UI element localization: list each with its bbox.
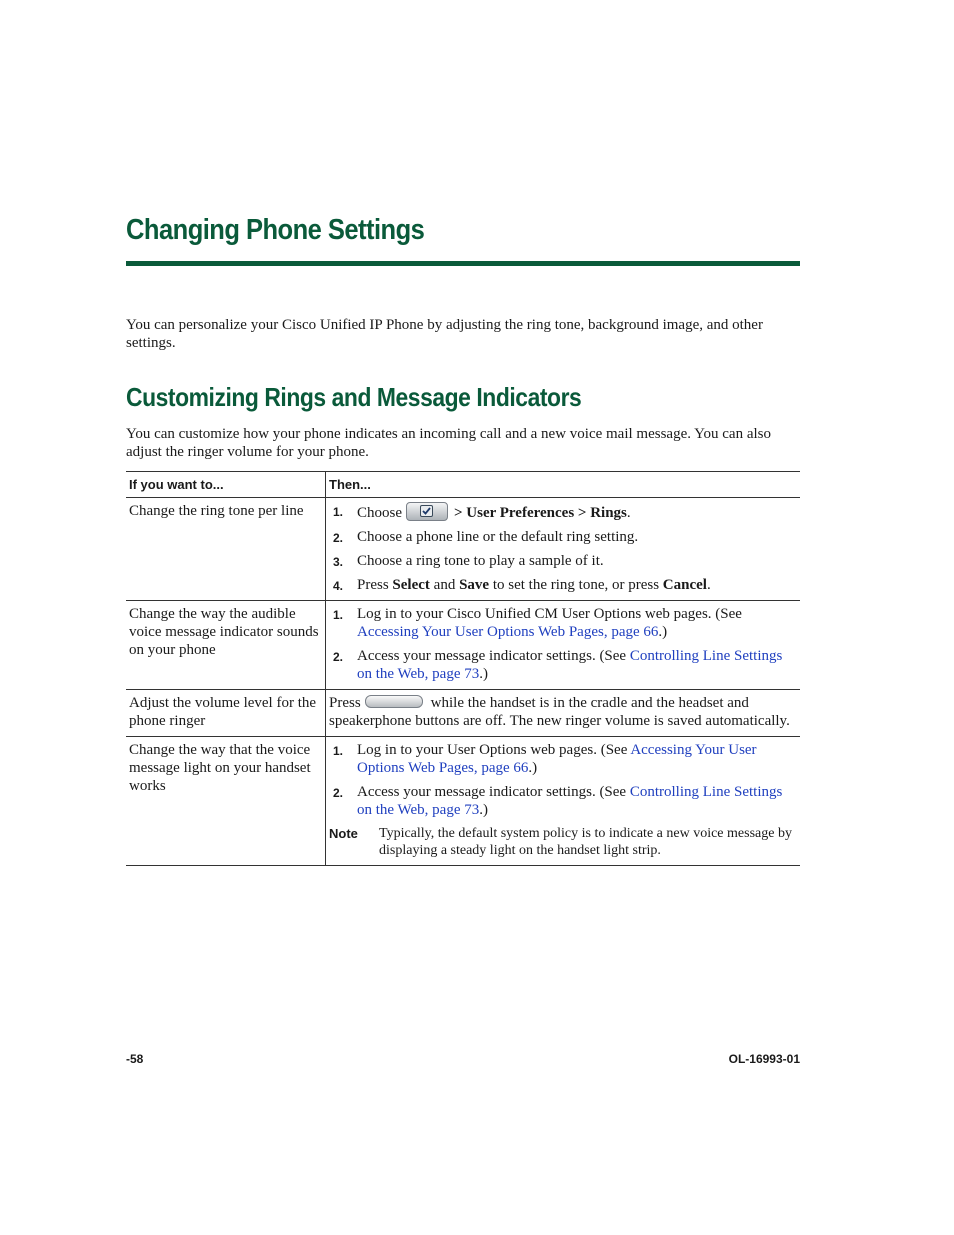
table-row	[126, 690, 800, 737]
row-then	[326, 498, 801, 601]
table-row	[126, 737, 800, 866]
step-text: Choose a phone line or the default ring setting.	[357, 529, 639, 545]
step-text: Choose a ring tone to play a sample of it.	[357, 553, 604, 569]
section-intro-paragraph: You can customize how your phone indicates an incoming call and a new voice mail message. You can also adjust the ringer volume for your phone.	[126, 426, 771, 460]
list-item	[329, 741, 797, 777]
row-then	[326, 601, 801, 690]
steps-list	[329, 741, 797, 819]
step-text: .)	[479, 666, 488, 682]
step-number: 3.	[333, 555, 344, 569]
step-text: Press	[357, 577, 389, 593]
list-item	[329, 552, 797, 570]
title-rule	[126, 261, 800, 266]
note-text: Typically, the default system policy is to indicate a new voice message by displaying a steady light on the handset light strip.	[379, 826, 792, 858]
list-item	[329, 783, 797, 819]
step-text: Log in to your User Options web pages. (See	[357, 742, 628, 758]
intro-paragraph: You can personalize your Cisco Unified IP Phone by adjusting the ring tone, background image, and other settings.	[126, 317, 763, 351]
step-text: .	[706, 577, 711, 593]
step-number: 2.	[333, 531, 344, 545]
row-want: Change the way the audible voice message indicator sounds on your phone	[126, 601, 326, 690]
settings-table	[126, 471, 800, 866]
page-title: Changing Phone Settings	[126, 214, 425, 246]
list-item	[329, 502, 797, 522]
col-header-then: Then...	[326, 472, 801, 498]
controlling-line-settings-link[interactable]: Controlling Line Settings on the Web, page 73	[357, 784, 783, 818]
step-text: Access your message indicator settings. (See	[357, 784, 627, 800]
step-number: 2.	[333, 650, 344, 664]
step-menu-path: > User Preferences > Rings	[454, 505, 627, 521]
row-then	[326, 690, 801, 737]
step-text: and	[433, 577, 456, 593]
cancel-softkey-label: Cancel	[662, 577, 707, 593]
accessing-user-options-link[interactable]: Accessing Your User Options Web Pages, page 66	[357, 624, 659, 640]
steps-list	[329, 605, 797, 683]
step-number: 2.	[333, 786, 344, 800]
row-want: Change the way that the voice message light on your handset works	[126, 737, 326, 866]
col-header-want: If you want to...	[126, 472, 326, 498]
step-text: while the handset is in the cradle and the headset and speakerphone buttons are off. The new ringer volume is saved automatically.	[329, 695, 790, 729]
accessing-user-options-link[interactable]: Accessing Your User Options Web Pages, page 66	[357, 742, 757, 776]
step-text: .)	[658, 624, 668, 640]
step-text: to set the ring tone, or press	[492, 577, 660, 593]
note-label: Note	[329, 826, 358, 841]
doc-id: OL-16993-01	[728, 1052, 800, 1066]
row-want: Adjust the volume level for the phone ringer	[126, 690, 326, 737]
step-text: .	[626, 505, 631, 521]
step-text: .)	[528, 760, 538, 776]
step-text: Choose	[357, 505, 402, 521]
note-block	[329, 825, 797, 859]
step-text: .)	[479, 802, 488, 818]
list-item	[329, 647, 797, 683]
section-title: Customizing Rings and Message Indicators	[126, 382, 582, 412]
list-item	[329, 528, 797, 546]
settings-check-icon	[406, 502, 448, 521]
save-softkey-label: Save	[459, 577, 490, 593]
step-text: Access your message indicator settings. (See	[357, 648, 627, 664]
step-number: 4.	[333, 579, 344, 593]
table-row	[126, 498, 800, 601]
row-then	[326, 737, 801, 866]
controlling-line-settings-link[interactable]: Controlling Line Settings on the Web, page 73	[357, 648, 783, 682]
step-text: Press	[329, 695, 361, 711]
list-item	[329, 576, 797, 594]
select-softkey-label: Select	[392, 577, 430, 593]
step-text: Log in to your Cisco Unified CM User Options web pages. (See	[357, 606, 742, 622]
row-want: Change the ring tone per line	[126, 498, 326, 601]
steps-list	[329, 502, 797, 594]
step-number: 1.	[333, 744, 344, 758]
step-number: 1.	[333, 505, 344, 519]
list-item	[329, 605, 797, 641]
table-row	[126, 601, 800, 690]
volume-button-icon	[365, 695, 423, 708]
page-number: -58	[126, 1052, 144, 1066]
table-header-row	[126, 472, 800, 498]
step-number: 1.	[333, 608, 344, 622]
